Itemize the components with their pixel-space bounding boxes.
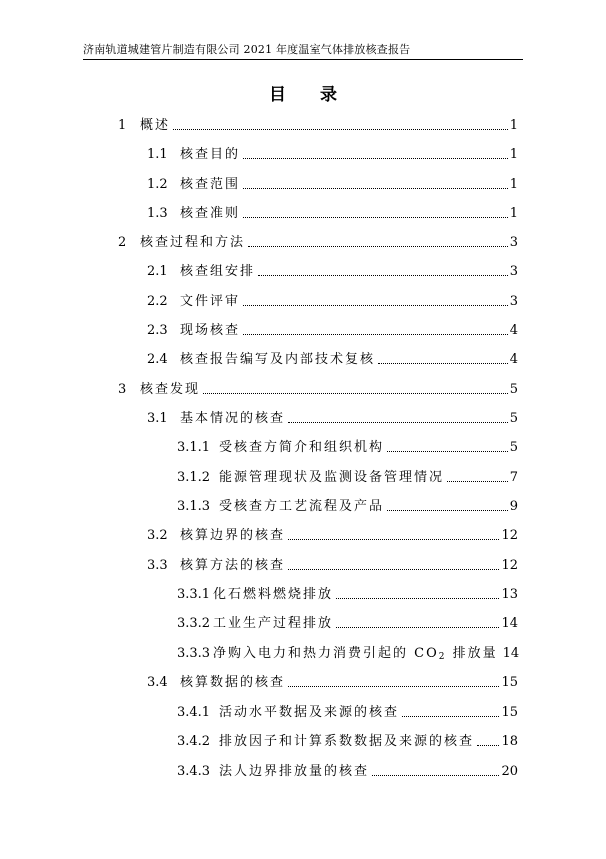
toc-number: 3.1.2 <box>177 470 211 485</box>
toc-label: 核查报告编写及内部技术复核 <box>180 352 376 367</box>
toc-number: 1.3 <box>147 206 168 221</box>
toc-label <box>213 646 498 662</box>
toc-label: 基本情况的核查 <box>180 411 286 426</box>
toc-page-number: 3 <box>509 235 518 250</box>
dot-leader <box>288 539 499 540</box>
toc-page-number: 1 <box>509 206 518 221</box>
toc-number: 2.4 <box>147 352 168 367</box>
toc-number: 3.4.2 <box>177 734 211 749</box>
toc-label: 现场核查 <box>180 323 241 338</box>
toc-entry-2-1[interactable] <box>147 264 518 280</box>
toc-number: 2.1 <box>147 264 168 279</box>
toc-number: 3 <box>118 382 127 397</box>
toc-label: 核算边界的核查 <box>180 528 286 543</box>
toc-label: 核查过程和方法 <box>140 235 246 250</box>
toc-label: 受核查方工艺流程及产品 <box>219 499 385 514</box>
toc-entry-3-3[interactable] <box>147 558 518 574</box>
toc-page-number: 5 <box>509 440 518 455</box>
toc-page-number: 7 <box>509 470 518 485</box>
toc-label: 能源管理现状及监测设备管理情况 <box>219 470 445 485</box>
toc-number: 3.3.2 <box>177 616 211 631</box>
toc-page-number: 3 <box>509 294 518 309</box>
toc-number: 3.4 <box>147 675 168 690</box>
toc-number: 2.3 <box>147 323 168 338</box>
toc-entry-2-3[interactable] <box>147 323 518 339</box>
toc-entry-1[interactable] <box>118 118 518 134</box>
dot-leader <box>288 569 499 570</box>
toc-page-number: 1 <box>509 147 518 162</box>
dot-leader <box>336 598 499 599</box>
toc-entry-3-3-1[interactable] <box>177 587 518 603</box>
toc-label-text: 净购入电力和热力消费引起的 CO <box>213 646 439 661</box>
toc-entry-3-4-3[interactable] <box>177 764 518 780</box>
toc-page-number: 12 <box>501 528 518 543</box>
toc-number: 2 <box>118 235 127 250</box>
toc-number: 3.4.1 <box>177 705 211 720</box>
toc-page-number: 12 <box>501 558 518 573</box>
toc-label: 核查目的 <box>180 147 241 162</box>
toc-entry-3-1[interactable] <box>147 411 518 427</box>
toc-page-number: 13 <box>501 587 518 602</box>
toc-entry-3-1-2[interactable] <box>177 470 518 486</box>
toc-label: 化石燃料燃烧排放 <box>213 587 334 602</box>
toc-page-number: 3 <box>509 264 518 279</box>
dot-leader <box>243 217 508 218</box>
toc-number: 3.1.3 <box>177 499 211 514</box>
toc-entry-2[interactable] <box>118 235 518 251</box>
toc-entry-1-1[interactable] <box>147 147 518 163</box>
toc-label: 核查发现 <box>140 382 201 397</box>
page-title: 目 录 <box>269 85 351 105</box>
dot-leader <box>477 745 499 746</box>
toc-entry-3-1-1[interactable] <box>177 440 518 456</box>
toc-page-number: 1 <box>509 118 518 133</box>
toc-number: 2.2 <box>147 294 168 309</box>
toc-entry-3-1-3[interactable] <box>177 499 518 515</box>
dot-leader <box>258 275 508 276</box>
toc-page-number: 4 <box>509 352 518 367</box>
dot-leader <box>378 363 508 364</box>
toc-page-number: 9 <box>509 499 518 514</box>
dot-leader <box>387 451 508 452</box>
toc-page-number: 14 <box>502 646 520 661</box>
toc-page-number: 20 <box>501 764 518 779</box>
toc-label: 文件评审 <box>180 294 241 309</box>
toc-entry-1-3[interactable] <box>147 206 518 222</box>
toc-entry-3-4-1[interactable] <box>177 705 518 721</box>
toc-entry-3-3-3[interactable] <box>177 646 518 662</box>
dot-leader <box>248 246 508 247</box>
toc-number: 1.2 <box>147 177 168 192</box>
toc-label: 核查准则 <box>180 206 241 221</box>
dot-leader <box>243 305 508 306</box>
dot-leader <box>402 716 499 717</box>
toc-number: 3.4.3 <box>177 764 211 779</box>
toc-number: 3.3.3 <box>177 646 211 661</box>
toc-label: 排放因子和计算系数数据及来源的核查 <box>219 734 475 749</box>
toc-page-number: 15 <box>501 705 518 720</box>
toc-label: 核算数据的核查 <box>180 675 286 690</box>
toc-label: 受核查方简介和组织机构 <box>219 440 385 455</box>
toc-entry-3[interactable] <box>118 382 518 398</box>
toc-page-number: 14 <box>501 616 518 631</box>
toc-label: 核查范围 <box>180 177 241 192</box>
toc-number: 3.3 <box>147 558 168 573</box>
toc-number: 3.2 <box>147 528 168 543</box>
toc-page-number: 18 <box>501 734 518 749</box>
dot-leader <box>288 422 508 423</box>
toc-entry-3-4-2[interactable] <box>177 734 518 750</box>
toc-number: 1.1 <box>147 147 168 162</box>
toc-entry-2-4[interactable] <box>147 352 518 368</box>
dot-leader <box>372 775 499 776</box>
toc-page-number: 5 <box>509 411 518 426</box>
toc-number: 3.1.1 <box>177 440 211 455</box>
dot-leader <box>173 129 508 130</box>
toc-entry-3-3-2[interactable] <box>177 616 518 632</box>
dot-leader <box>447 481 508 482</box>
toc-page-number: 1 <box>509 177 518 192</box>
toc-label: 活动水平数据及来源的核查 <box>219 705 400 720</box>
dot-leader <box>243 334 508 335</box>
dot-leader <box>203 393 508 394</box>
dot-leader <box>243 158 508 159</box>
toc-page-number: 15 <box>501 675 518 690</box>
toc-label: 工业生产过程排放 <box>213 616 334 631</box>
dot-leader <box>387 510 508 511</box>
dot-leader <box>336 627 499 628</box>
toc-label: 核算方法的核查 <box>180 558 286 573</box>
toc-number: 1 <box>118 118 127 133</box>
toc-page-number: 4 <box>509 323 518 338</box>
toc-number: 3.1 <box>147 411 168 426</box>
toc-number: 3.3.1 <box>177 587 211 602</box>
toc-page-number: 5 <box>509 382 518 397</box>
toc-entry-2-2[interactable] <box>147 294 518 310</box>
co2-subscript: 2 <box>438 652 447 662</box>
toc-entry-3-4[interactable] <box>147 675 518 691</box>
toc-label: 核查组安排 <box>180 264 256 279</box>
toc-label: 法人边界排放量的核查 <box>219 764 370 779</box>
toc-entry-1-2[interactable] <box>147 177 518 193</box>
toc-entry-3-2[interactable] <box>147 528 518 544</box>
toc-label: 概述 <box>140 118 171 133</box>
dot-leader <box>243 188 508 189</box>
dot-leader <box>288 686 499 687</box>
running-header: 济南轨道城建管片制造有限公司 2021 年度温室气体排放核查报告 <box>83 43 411 56</box>
toc-label-text-end: 排放量 <box>446 646 498 661</box>
